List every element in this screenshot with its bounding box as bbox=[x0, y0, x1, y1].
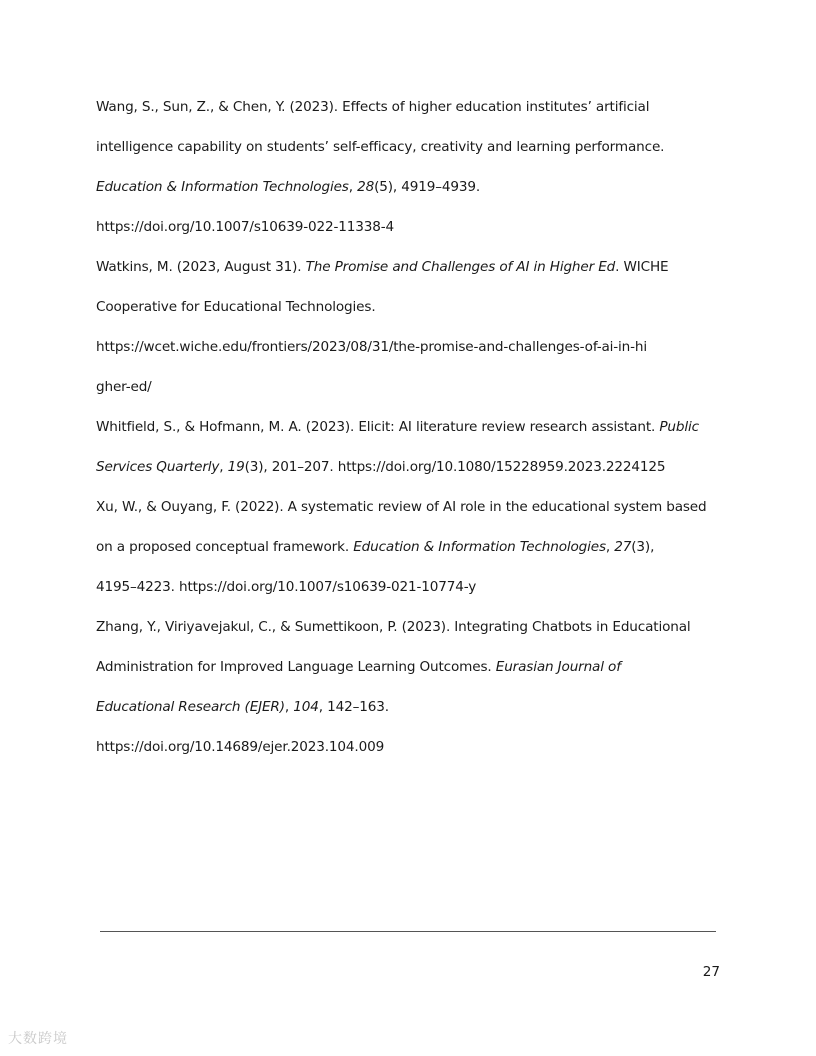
reference-italic-text: 28 bbox=[357, 179, 375, 195]
reference-entry bbox=[96, 247, 720, 407]
reference-line bbox=[96, 87, 720, 127]
reference-text: , bbox=[284, 699, 294, 715]
reference-italic-text: Services Quarterly bbox=[96, 459, 220, 475]
reference-text: Administration for Improved Language Learning Outcomes. bbox=[96, 659, 496, 675]
reference-line bbox=[96, 287, 720, 327]
reference-line bbox=[96, 407, 720, 447]
reference-line bbox=[96, 447, 720, 487]
reference-line bbox=[96, 327, 720, 367]
reference-italic-text: Education & Information Technologies bbox=[353, 539, 606, 555]
reference-italic-text: 19 bbox=[227, 459, 245, 475]
reference-line bbox=[96, 607, 720, 647]
reference-text: (3), 201–207. https://doi.org/10.1080/15228959.2023.2224125 bbox=[244, 459, 666, 475]
reference-entry bbox=[96, 87, 720, 247]
reference-text: Xu, W., & Ouyang, F. (2022). A systematic review of AI role in the educational system based bbox=[96, 499, 707, 515]
reference-line bbox=[96, 647, 720, 687]
reference-line bbox=[96, 687, 720, 727]
page-number: 27 bbox=[702, 964, 720, 980]
reference-list bbox=[96, 87, 720, 767]
reference-text: (3), bbox=[631, 539, 655, 555]
reference-text: Cooperative for Educational Technologies. bbox=[96, 299, 376, 315]
reference-text: . WICHE bbox=[615, 259, 669, 275]
reference-italic-text: 104 bbox=[293, 699, 319, 715]
reference-italic-text: The Promise and Challenges of AI in Higher Ed bbox=[305, 259, 616, 275]
reference-text: Watkins, M. (2023, August 31). bbox=[96, 259, 306, 275]
reference-line bbox=[96, 247, 720, 287]
reference-text: , bbox=[348, 179, 358, 195]
reference-entry bbox=[96, 487, 720, 607]
reference-text: 4195–4223. https://doi.org/10.1007/s10639-021-10774-y bbox=[96, 579, 477, 595]
reference-line bbox=[96, 127, 720, 167]
reference-italic-text: Public bbox=[659, 419, 699, 435]
reference-line bbox=[96, 367, 720, 407]
reference-text: , 142–163. bbox=[318, 699, 389, 715]
watermark-logo: 大数跨境 bbox=[8, 1031, 68, 1047]
reference-text: on a proposed conceptual framework. bbox=[96, 539, 354, 555]
reference-line bbox=[96, 207, 720, 247]
reference-text: https://doi.org/10.14689/ejer.2023.104.009 bbox=[96, 739, 385, 755]
reference-italic-text: Education & Information Technologies bbox=[96, 179, 349, 195]
reference-text: intelligence capability on students’ self-efficacy, creativity and learning performance. bbox=[96, 139, 665, 155]
reference-entry bbox=[96, 407, 720, 487]
reference-line bbox=[96, 727, 720, 767]
reference-line bbox=[96, 487, 720, 527]
reference-text: https://wcet.wiche.edu/frontiers/2023/08/31/the-promise-and-challenges-of-ai-in-hi bbox=[96, 339, 647, 355]
reference-italic-text: Eurasian Journal of bbox=[495, 659, 621, 675]
reference-text: gher-ed/ bbox=[96, 379, 152, 395]
reference-entry bbox=[96, 607, 720, 767]
reference-text: https://doi.org/10.1007/s10639-022-11338-4 bbox=[96, 219, 395, 235]
reference-text: , bbox=[605, 539, 615, 555]
reference-text: (5), 4919–4939. bbox=[374, 179, 481, 195]
reference-italic-text: 27 bbox=[614, 539, 632, 555]
reference-text: Whitfield, S., & Hofmann, M. A. (2023). Elicit: AI literature review research assistant. bbox=[96, 419, 660, 435]
reference-italic-text: Educational Research (EJER) bbox=[96, 699, 285, 715]
reference-line bbox=[96, 167, 720, 207]
reference-text: , bbox=[219, 459, 228, 475]
reference-text: Zhang, Y., Viriyavejakul, C., & Sumettikoon, P. (2023). Integrating Chatbots in Educational bbox=[96, 619, 691, 635]
reference-text: Wang, S., Sun, Z., & Chen, Y. (2023). Effects of higher education institutes’ artificial bbox=[96, 99, 650, 115]
footer-rule bbox=[100, 931, 716, 932]
reference-line bbox=[96, 567, 720, 607]
reference-line bbox=[96, 527, 720, 567]
